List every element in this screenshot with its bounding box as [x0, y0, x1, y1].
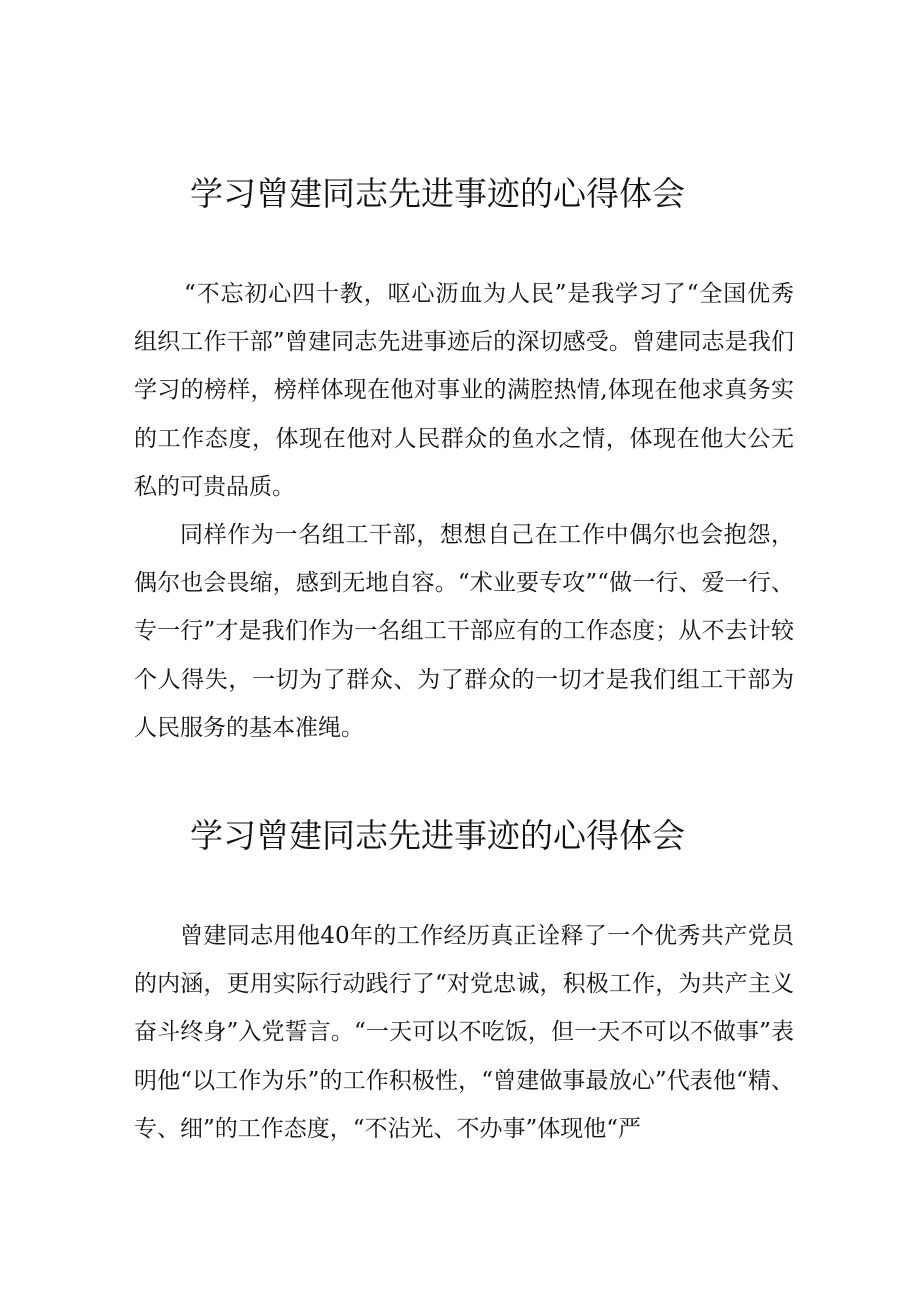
article-title: 学习曾建同志先进事迹的心得体会 — [190, 816, 685, 855]
article-paragraph: 曾建同志用他40年的工作经历真正诠释了一个优秀共产党员的内涵，更用实际行动践行了“对党忠诚，积极工作，为共产主义奋斗终身”入党誓言。“一天可以不吃饭，但一天不可以不做事”表明他“以工作为乐”的工作积极性，“曾建做事最放心”代表他“精、专、细”的工作态度，“不沾光、不办事”体现他“严 — [134, 923, 794, 1142]
article-title: 学习曾建同志先进事迹的心得体会 — [190, 174, 685, 213]
article-section-2 — [134, 810, 794, 1153]
article-section-1 — [134, 168, 794, 752]
article-paragraph: 同样作为一名组工干部，想想自己在工作中偶尔也会抱怨，偶尔也会畏缩，感到无地自容。“术业要专攻”“做一行、爱一行、专一行”才是我们作为一名组工干部应有的工作态度；从不去计较个人得失，一切为了群众、为了群众的一切才是我们组工干部为人民服务的基本准绳。 — [134, 522, 794, 741]
article-paragraph: “不忘初心四十教，呕心沥血为人民”是我学习了“全国优秀组织工作干部”曾建同志先进事迹后的深切感受。曾建同志是我们学习的榜样，榜样体现在他对事业的满腔热情,体现在他求真务实的工作态度，体现在他对人民群众的鱼水之情，体现在他大公无私的可贵品质。 — [134, 281, 794, 500]
